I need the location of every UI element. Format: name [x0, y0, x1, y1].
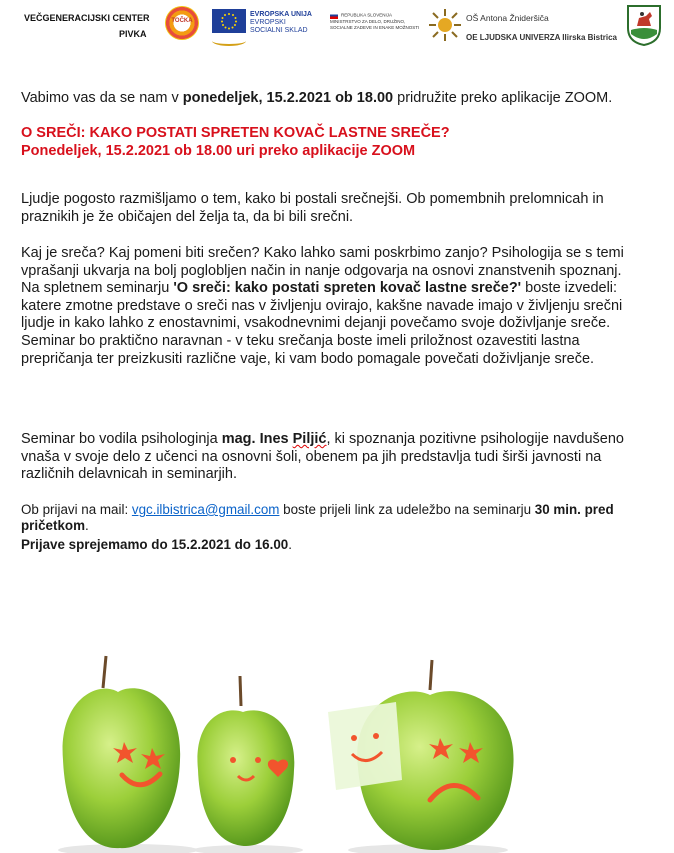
- p4-time-note: 30 min. pred pričetkom: [21, 502, 614, 533]
- center-logo-text: [24, 12, 150, 41]
- paragraph-intro: Ljudje pogosto razmišljamo o tem, kako bi postali srečnejši. Ob pomembnih prelomnicah in praznikih je že običajen del želja ta, da bi bili srečni.: [21, 191, 604, 225]
- apple-sad-right: [328, 660, 514, 850]
- p2-before: Kaj je sreča? Kaj pomeni biti srečen? Kako lahko sami poskrbimo zanjo? Psihologija se s temi vprašanji ukvarja na bolj poglobljen način in nanje odgovarja na osnovi znanstvenih spoznanj. Na spletnem seminarju: [21, 245, 624, 297]
- registration-deadline: [21, 537, 292, 552]
- tocka-logo-text: TOČKA: [171, 18, 193, 24]
- eu-fund-line2: SOCIALNI SKLAD: [250, 27, 308, 34]
- tocka-logo: [165, 6, 199, 40]
- apple-happy-left: [63, 656, 181, 848]
- eu-swirl-icon: [212, 36, 246, 46]
- invite-date: ponedeljek, 15.2.2021 ob 18.00: [182, 90, 394, 106]
- slovenia-flag-icon: [330, 12, 338, 19]
- apples-emotions-picture: [58, 650, 543, 853]
- smiley-paper-mask: [328, 702, 402, 790]
- p4-middle: boste prijeli link za udeležbo na seminarju: [279, 502, 535, 517]
- ministry-line-2: MINISTRSTVO ZA DELO, DRUŽINO,: [330, 19, 406, 24]
- invite-before: Vabimo vas da se nam v: [21, 90, 183, 106]
- school-sun-logo-icon: [428, 8, 462, 42]
- paragraph-registration: [21, 502, 641, 534]
- apple-happy-middle: [197, 676, 294, 846]
- header-logos: [0, 0, 674, 52]
- p2-seminar-title: 'O sreči: kako postati spreten kovač lastne sreče?': [173, 280, 522, 297]
- lecturer-name: [222, 431, 327, 447]
- center-city: PIVKA: [119, 29, 147, 39]
- paragraph-lecturer: [21, 431, 641, 484]
- p4-before: Ob prijavi na mail:: [21, 502, 132, 517]
- p3-before: Seminar bo vodila psihologinja: [21, 431, 222, 447]
- event-title: O SREČI: KAKO POSTATI SPRETEN KOVAČ LASTNE SREČE?: [21, 125, 450, 141]
- school-unit: OE LJUDSKA UNIVERZA Ilirska Bistrica: [466, 33, 618, 42]
- town-crest-icon: [626, 4, 662, 46]
- lecturer-name-surname: Piljić: [292, 431, 327, 447]
- p3-after: , ki spoznanja pozitivne psihologije navdušeno vnaša v svoje delo z učenci na osnovni šoli, obenem pa jih predstavlja tudi širši javnosti na različnih delavnicah in seminarjih.: [21, 431, 624, 483]
- ministry-line-1: REPUBLIKA SLOVENIJA: [341, 12, 393, 18]
- eu-text: [250, 11, 312, 35]
- ministry-logo: [330, 12, 420, 31]
- p4-end: .: [85, 518, 89, 533]
- event-subtitle: Ponedeljek, 15.2.2021 ob 18.00 uri preko aplikacije ZOOM: [21, 143, 416, 159]
- deadline-end: .: [288, 537, 292, 552]
- p2-after: boste izvedeli: katere zmotne predstave o sreči nas v življenju ovirajo, kakšne navade imajo v življenju srečni ljudje in kako lahko z enostavnimi, vsakodnevnimi dejanji povečamo svoje doživljanje sreče. Seminar bo praktično naravnan - v teku srečanja boste imeli priložnost ozavestiti lastna prepričanja ter preizkusiti različne vaje, ki vam bodo pomagale povečati doživljanje sreče.: [21, 280, 623, 367]
- school-name: OŠ Antona Žnideršiča: [466, 13, 549, 23]
- email-link[interactable]: vgc.ilbistrica@gmail.com: [131, 502, 280, 517]
- eu-fund-line1: EVROPSKI: [250, 19, 286, 26]
- invite-after: pridružite preko aplikacije ZOOM.: [393, 90, 613, 106]
- paragraph-description: [21, 245, 641, 368]
- eu-flag-icon: [212, 9, 246, 33]
- center-name: VEČGENERACIJSKI CENTER: [24, 13, 150, 23]
- deadline-text: Prijave sprejemamo do 15.2.2021 do 16.00: [21, 537, 289, 552]
- ministry-line-3: SOCIALNE ZADEVE IN ENAKE MOŽNOSTI: [330, 25, 420, 30]
- eu-union-label: EVROPSKA UNIJA: [250, 11, 312, 18]
- invitation-line: [21, 90, 612, 106]
- school-logo-text: [466, 13, 617, 42]
- lecturer-name-first: mag. Ines: [221, 431, 293, 447]
